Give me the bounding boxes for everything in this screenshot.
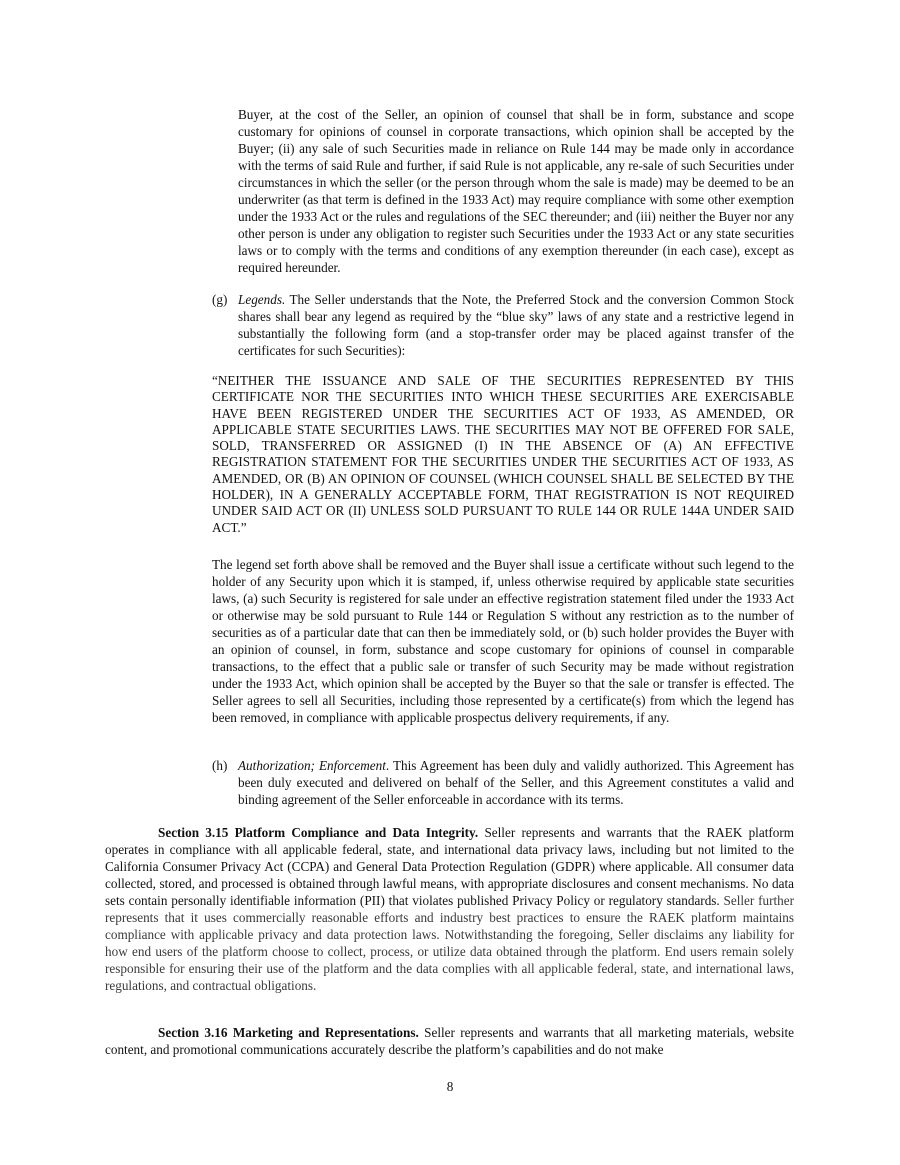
clause-g-title: Legends.	[238, 292, 286, 307]
clause-h	[212, 757, 794, 808]
section-3-16-body: Seller represents and warrants that all marketing materials, website content, and promotional communications accurately describe the platform’s capabilities and do not make	[105, 1025, 794, 1057]
section-3-16	[105, 1024, 794, 1058]
continuation-paragraph: Buyer, at the cost of the Seller, an opinion of counsel that shall be in form, substance and scope customary for opinions of counsel in corporate transactions, which opinion shall be accepted by the Buyer; (ii) any sale of such Securities made in reliance on Rule 144 may be made only in accordance with the terms of said Rule and further, if said Rule is not applicable, any re-sale of such Securities under circumstances in which the seller (or the person through whom the sale is made) may be deemed to be an underwriter (as that term is defined in the 1933 Act) may require compliance with some other exemption under the 1933 Act or the rules and regulations of the SEC thereunder; and (iii) neither the Buyer nor any other person is under any obligation to register such Securities under the 1933 Act or any state securities laws or to comply with the terms and conditions of any exemption thereunder (in each case), except as required hereunder.	[238, 107, 794, 275]
clause-h-label: (h)	[212, 758, 228, 773]
section-3-16-heading: Section 3.16 Marketing and Representations.	[158, 1025, 419, 1040]
legend-removal-paragraph: The legend set forth above shall be removed and the Buyer shall issue a certificate without such legend to the holder of any Security upon which it is stamped, if, unless otherwise required by applicable state securities laws, (a) such Security is registered for sale under an effective registration statement filed under the 1933 Act or otherwise may be sold pursuant to Rule 144 or Regulation S without any restriction as to the number of securities as of a particular date that can then be immediately sold, or (b) such holder provides the Buyer with an opinion of counsel, in form, substance and scope customary for opinions of counsel in comparable transactions, to the effect that a public sale or transfer of such Security may be made without registration under the 1933 Act, which opinion shall be accepted by the Buyer so that the sale or transfer is effected. The Seller agrees to sell all Securities, including those represented by a certificate(s) from which the legend has been removed, in compliance with applicable prospectus delivery requirements, if any.	[212, 557, 794, 725]
clause-h-text	[238, 757, 794, 808]
section-3-15-body: Seller represents and warrants that the RAEK platform operates in compliance with all applicable federal, state, and international data privacy laws, including but not limited to the California Consumer Privacy Act (CCPA) and General Data Protection Regulation (GDPR) where applicable. All consumer data collected, stored, and processed is obtained through lawful means, with appropriate disclosures and consent mechanisms. No data sets contain personally identifiable information (PII) that violates published Privacy Policy or regulatory standards.	[105, 825, 794, 908]
clause-g-text	[238, 291, 794, 359]
page-number: 8	[446, 1079, 454, 1094]
clause-g	[212, 291, 794, 359]
restrictive-legend-quote: “NEITHER THE ISSUANCE AND SALE OF THE SECURITIES REPRESENTED BY THIS CERTIFICATE NOR THE SECURITIES INTO WHICH THESE SECURITIES ARE EXERCISABLE HAVE BEEN REGISTERED UNDER THE SECURITIES ACT OF 1933, AS AMENDED, OR APPLICABLE STATE SECURITIES LAWS. THE SECURITIES MAY NOT BE OFFERED FOR SALE, SOLD, TRANSFERRED OR ASSIGNED (I) IN THE ABSENCE OF (A) AN EFFECTIVE REGISTRATION STATEMENT FOR THE SECURITIES UNDER THE SECURITIES ACT OF 1933, AS AMENDED, OR (B) AN OPINION OF COUNSEL (WHICH COUNSEL SHALL BE SELECTED BY THE HOLDER), IN A GENERALLY ACCEPTABLE FORM, THAT REGISTRATION IS NOT REQUIRED UNDER SAID ACT OR (II) UNLESS SOLD PURSUANT TO RULE 144 OR RULE 144A UNDER SAID ACT.”	[212, 373, 794, 535]
clause-h-body: . This Agreement has been duly and validly authorized. This Agreement has been duly executed and delivered on behalf of the Seller, and this Agreement constitutes a valid and binding agreement of the Seller enforceable in accordance with its terms.	[238, 758, 794, 807]
clause-h-title: Authorization; Enforcement	[238, 758, 386, 773]
section-3-15-added-text: Seller further represents that it uses commercially reasonable efforts and industry best practices to ensure the RAEK platform maintains compliance with applicable privacy and data protection laws. Notwithstanding the foregoing, Seller disclaims any liability for how end users of the platform choose to collect, process, or utilize data obtained through the platform. End users remain solely responsible for ensuring their use of the platform and the data complies with all applicable federal, state, and international laws, regulations, and contractual obligations.	[105, 893, 794, 993]
clause-g-label: (g)	[212, 292, 228, 307]
section-3-15-heading: Section 3.15 Platform Compliance and Data Integrity.	[158, 825, 479, 840]
section-3-15	[105, 824, 794, 994]
clause-g-body: The Seller understands that the Note, the Preferred Stock and the conversion Common Stock shares shall bear any legend as required by the “blue sky” laws of any state and a restrictive legend in substantially the following form (and a stop-transfer order may be placed against transfer of the certificates for such Securities):	[238, 292, 794, 358]
